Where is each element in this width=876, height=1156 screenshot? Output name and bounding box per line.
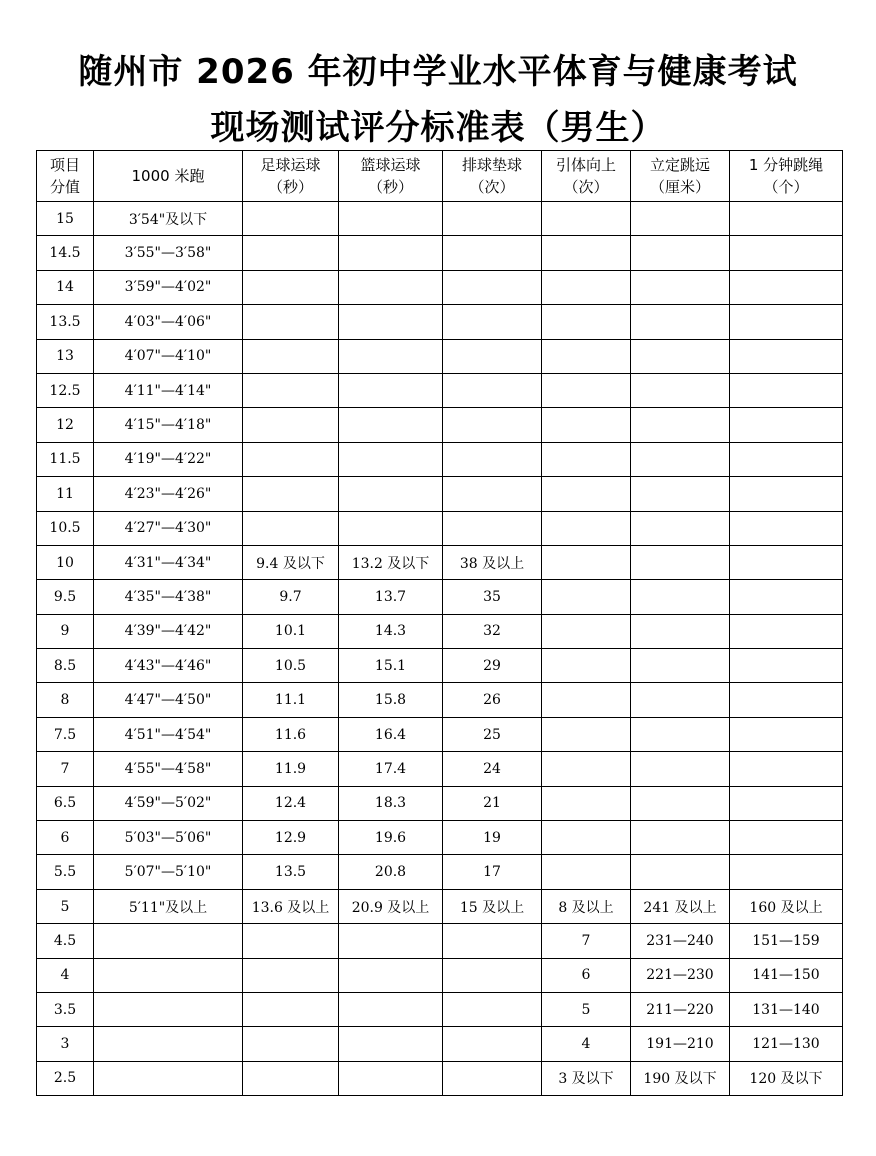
cell-score: 14 (37, 270, 94, 304)
cell-volleyball-pass (443, 442, 542, 476)
cell-pull-up: 8 及以上 (542, 889, 631, 923)
header-basketball-dribble (339, 151, 443, 202)
cell-volleyball-pass: 15 及以上 (443, 889, 542, 923)
cell-standing-long-jump: 241 及以上 (631, 889, 730, 923)
cell-volleyball-pass (443, 373, 542, 407)
cell-basketball-dribble: 20.8 (339, 855, 443, 889)
cell-pull-up (542, 821, 631, 855)
cell-pull-up (542, 339, 631, 373)
cell-score: 10 (37, 545, 94, 579)
header-label-line: 篮球运球 (360, 156, 421, 174)
cell-basketball-dribble (339, 408, 443, 442)
cell-standing-long-jump (631, 511, 730, 545)
cell-football-dribble: 10.1 (243, 614, 339, 648)
cell-football-dribble (243, 270, 339, 304)
cell-rope-skipping (730, 339, 843, 373)
cell-standing-long-jump (631, 477, 730, 511)
cell-basketball-dribble (339, 442, 443, 476)
cell-score: 3.5 (37, 992, 94, 1026)
header-label-line: 足球运球 (260, 156, 321, 174)
cell-football-dribble: 12.9 (243, 821, 339, 855)
cell-volleyball-pass (443, 236, 542, 270)
cell-standing-long-jump (631, 683, 730, 717)
cell-basketball-dribble (339, 1027, 443, 1061)
cell-1000m-run (94, 924, 243, 958)
table-row (37, 477, 843, 511)
table-row (37, 614, 843, 648)
cell-football-dribble: 13.6 及以上 (243, 889, 339, 923)
table-row (37, 236, 843, 270)
cell-pull-up (542, 786, 631, 820)
table-row (37, 373, 843, 407)
cell-pull-up (542, 649, 631, 683)
table-row (37, 717, 843, 751)
cell-standing-long-jump: 231—240 (631, 924, 730, 958)
table-row (37, 1027, 843, 1061)
table-body (37, 202, 843, 1096)
table-row (37, 1061, 843, 1095)
cell-rope-skipping (730, 270, 843, 304)
cell-football-dribble (243, 305, 339, 339)
cell-basketball-dribble: 18.3 (339, 786, 443, 820)
cell-pull-up: 4 (542, 1027, 631, 1061)
cell-rope-skipping (730, 683, 843, 717)
cell-score: 2.5 (37, 1061, 94, 1095)
cell-1000m-run: 4′19"—4′22" (94, 442, 243, 476)
page-subtitle: 现场测试评分标准表（男生） (210, 108, 666, 148)
cell-volleyball-pass (443, 958, 542, 992)
table-row (37, 202, 843, 236)
cell-1000m-run: 4′11"—4′14" (94, 373, 243, 407)
cell-basketball-dribble (339, 958, 443, 992)
cell-basketball-dribble: 15.1 (339, 649, 443, 683)
cell-rope-skipping (730, 442, 843, 476)
cell-standing-long-jump (631, 339, 730, 373)
cell-football-dribble (243, 442, 339, 476)
cell-standing-long-jump (631, 821, 730, 855)
cell-pull-up (542, 202, 631, 236)
header-label-line: （次） (469, 178, 515, 196)
header-rope-skipping (730, 151, 843, 202)
cell-pull-up (542, 580, 631, 614)
cell-score: 14.5 (37, 236, 94, 270)
page-title: 随州市 2026 年初中学业水平体育与健康考试 (78, 52, 798, 92)
cell-football-dribble (243, 1061, 339, 1095)
cell-volleyball-pass (443, 511, 542, 545)
cell-score: 6 (37, 821, 94, 855)
table-header-row (37, 151, 843, 202)
cell-basketball-dribble: 17.4 (339, 752, 443, 786)
cell-basketball-dribble (339, 270, 443, 304)
cell-pull-up: 6 (542, 958, 631, 992)
cell-rope-skipping (730, 614, 843, 648)
cell-score: 8 (37, 683, 94, 717)
cell-football-dribble: 13.5 (243, 855, 339, 889)
cell-volleyball-pass: 35 (443, 580, 542, 614)
cell-score: 5 (37, 889, 94, 923)
cell-basketball-dribble: 20.9 及以上 (339, 889, 443, 923)
cell-volleyball-pass: 29 (443, 649, 542, 683)
header-volleyball-pass (443, 151, 542, 202)
table-row (37, 580, 843, 614)
table-row (37, 855, 843, 889)
cell-1000m-run: 4′31"—4′34" (94, 545, 243, 579)
cell-rope-skipping (730, 752, 843, 786)
cell-pull-up (542, 511, 631, 545)
cell-football-dribble (243, 373, 339, 407)
cell-score: 3 (37, 1027, 94, 1061)
cell-rope-skipping (730, 408, 843, 442)
cell-standing-long-jump (631, 202, 730, 236)
cell-standing-long-jump: 191—210 (631, 1027, 730, 1061)
cell-pull-up (542, 236, 631, 270)
cell-1000m-run: 3′59"—4′02" (94, 270, 243, 304)
header-pull-up (542, 151, 631, 202)
cell-1000m-run: 4′07"—4′10" (94, 339, 243, 373)
cell-score: 11 (37, 477, 94, 511)
cell-pull-up (542, 683, 631, 717)
cell-basketball-dribble (339, 924, 443, 958)
cell-football-dribble (243, 1027, 339, 1061)
cell-volleyball-pass: 38 及以上 (443, 545, 542, 579)
table-row (37, 958, 843, 992)
cell-score: 6.5 (37, 786, 94, 820)
cell-basketball-dribble (339, 992, 443, 1026)
cell-football-dribble (243, 202, 339, 236)
cell-1000m-run: 4′59"—5′02" (94, 786, 243, 820)
cell-score: 9 (37, 614, 94, 648)
cell-pull-up (542, 442, 631, 476)
table-row (37, 683, 843, 717)
cell-rope-skipping (730, 717, 843, 751)
cell-pull-up (542, 477, 631, 511)
cell-football-dribble (243, 339, 339, 373)
table-row (37, 305, 843, 339)
cell-football-dribble (243, 511, 339, 545)
cell-rope-skipping (730, 236, 843, 270)
cell-1000m-run: 5′11"及以上 (94, 889, 243, 923)
cell-standing-long-jump (631, 545, 730, 579)
cell-volleyball-pass: 26 (443, 683, 542, 717)
cell-pull-up (542, 305, 631, 339)
cell-football-dribble: 11.6 (243, 717, 339, 751)
cell-volleyball-pass (443, 992, 542, 1026)
cell-volleyball-pass: 24 (443, 752, 542, 786)
cell-standing-long-jump (631, 717, 730, 751)
cell-volleyball-pass (443, 1027, 542, 1061)
cell-1000m-run (94, 958, 243, 992)
header-label-line: 引体向上 (555, 156, 616, 174)
cell-rope-skipping (730, 580, 843, 614)
cell-rope-skipping (730, 821, 843, 855)
cell-score: 9.5 (37, 580, 94, 614)
cell-rope-skipping (730, 786, 843, 820)
cell-rope-skipping (730, 855, 843, 889)
cell-standing-long-jump (631, 442, 730, 476)
scoring-standard-table (36, 150, 843, 1096)
cell-football-dribble (243, 408, 339, 442)
cell-football-dribble: 11.9 (243, 752, 339, 786)
cell-standing-long-jump: 190 及以下 (631, 1061, 730, 1095)
cell-rope-skipping (730, 305, 843, 339)
cell-standing-long-jump (631, 649, 730, 683)
header-1000m-run (94, 151, 243, 202)
cell-volleyball-pass (443, 477, 542, 511)
cell-rope-skipping: 120 及以下 (730, 1061, 843, 1095)
cell-score: 12.5 (37, 373, 94, 407)
cell-standing-long-jump (631, 305, 730, 339)
header-standing-long-jump (631, 151, 730, 202)
cell-basketball-dribble: 14.3 (339, 614, 443, 648)
cell-standing-long-jump (631, 373, 730, 407)
cell-rope-skipping (730, 373, 843, 407)
cell-standing-long-jump: 221—230 (631, 958, 730, 992)
cell-score: 5.5 (37, 855, 94, 889)
cell-standing-long-jump (631, 614, 730, 648)
cell-standing-long-jump (631, 752, 730, 786)
cell-pull-up: 7 (542, 924, 631, 958)
cell-standing-long-jump (631, 270, 730, 304)
header-football-dribble (243, 151, 339, 202)
cell-volleyball-pass: 17 (443, 855, 542, 889)
cell-basketball-dribble: 15.8 (339, 683, 443, 717)
cell-basketball-dribble (339, 339, 443, 373)
cell-football-dribble (243, 958, 339, 992)
cell-volleyball-pass (443, 202, 542, 236)
table-row (37, 649, 843, 683)
cell-1000m-run (94, 1061, 243, 1095)
cell-score: 12 (37, 408, 94, 442)
cell-football-dribble: 9.7 (243, 580, 339, 614)
cell-volleyball-pass (443, 924, 542, 958)
cell-pull-up (542, 270, 631, 304)
table-row (37, 511, 843, 545)
cell-1000m-run: 4′35"—4′38" (94, 580, 243, 614)
cell-volleyball-pass: 19 (443, 821, 542, 855)
cell-score: 13.5 (37, 305, 94, 339)
cell-1000m-run: 5′03"—5′06" (94, 821, 243, 855)
cell-1000m-run: 3′55"—3′58" (94, 236, 243, 270)
cell-volleyball-pass: 21 (443, 786, 542, 820)
cell-1000m-run: 4′27"—4′30" (94, 511, 243, 545)
cell-football-dribble: 12.4 (243, 786, 339, 820)
cell-volleyball-pass: 25 (443, 717, 542, 751)
cell-1000m-run: 4′51"—4′54" (94, 717, 243, 751)
cell-pull-up: 3 及以下 (542, 1061, 631, 1095)
header-score (37, 151, 94, 202)
cell-basketball-dribble (339, 305, 443, 339)
cell-football-dribble (243, 236, 339, 270)
table-row (37, 786, 843, 820)
cell-basketball-dribble (339, 373, 443, 407)
cell-pull-up: 5 (542, 992, 631, 1026)
cell-score: 11.5 (37, 442, 94, 476)
cell-score: 8.5 (37, 649, 94, 683)
cell-1000m-run: 4′47"—4′50" (94, 683, 243, 717)
cell-1000m-run: 5′07"—5′10" (94, 855, 243, 889)
cell-football-dribble: 10.5 (243, 649, 339, 683)
cell-rope-skipping (730, 649, 843, 683)
cell-1000m-run: 3′54"及以下 (94, 202, 243, 236)
table-row (37, 889, 843, 923)
cell-pull-up (542, 408, 631, 442)
cell-rope-skipping: 131—140 (730, 992, 843, 1026)
cell-1000m-run: 4′55"—4′58" (94, 752, 243, 786)
cell-pull-up (542, 752, 631, 786)
cell-basketball-dribble: 19.6 (339, 821, 443, 855)
cell-pull-up (542, 545, 631, 579)
cell-rope-skipping (730, 545, 843, 579)
cell-rope-skipping: 121—130 (730, 1027, 843, 1061)
header-label-line: 1 分钟跳绳 (748, 156, 824, 174)
cell-pull-up (542, 614, 631, 648)
cell-rope-skipping: 151—159 (730, 924, 843, 958)
cell-1000m-run: 4′39"—4′42" (94, 614, 243, 648)
cell-basketball-dribble (339, 477, 443, 511)
cell-rope-skipping (730, 511, 843, 545)
header-label-line: （秒） (267, 178, 313, 196)
cell-volleyball-pass (443, 408, 542, 442)
header-label-line: 项目 (49, 156, 80, 174)
header-label-line: 分值 (49, 178, 80, 196)
cell-1000m-run: 4′23"—4′26" (94, 477, 243, 511)
cell-basketball-dribble (339, 236, 443, 270)
cell-1000m-run: 4′43"—4′46" (94, 649, 243, 683)
header-label-line: （个） (763, 178, 809, 196)
cell-basketball-dribble (339, 202, 443, 236)
cell-basketball-dribble: 13.7 (339, 580, 443, 614)
cell-score: 4 (37, 958, 94, 992)
cell-1000m-run (94, 1027, 243, 1061)
table-row (37, 752, 843, 786)
cell-volleyball-pass (443, 270, 542, 304)
table-row (37, 821, 843, 855)
cell-rope-skipping (730, 477, 843, 511)
header-label-line: （厘米） (649, 178, 710, 196)
header-label-line: （秒） (367, 178, 413, 196)
cell-football-dribble: 9.4 及以下 (243, 545, 339, 579)
cell-football-dribble (243, 477, 339, 511)
table-row (37, 545, 843, 579)
cell-rope-skipping: 160 及以上 (730, 889, 843, 923)
cell-volleyball-pass (443, 339, 542, 373)
cell-score: 10.5 (37, 511, 94, 545)
header-label-line: 立定跳远 (649, 156, 710, 174)
cell-1000m-run: 4′03"—4′06" (94, 305, 243, 339)
cell-score: 7 (37, 752, 94, 786)
table-row (37, 992, 843, 1026)
header-label-line: （次） (563, 178, 609, 196)
table-row (37, 924, 843, 958)
cell-pull-up (542, 717, 631, 751)
cell-standing-long-jump (631, 236, 730, 270)
header-label-line: 排球垫球 (461, 156, 522, 174)
cell-football-dribble (243, 992, 339, 1026)
cell-score: 15 (37, 202, 94, 236)
cell-pull-up (542, 855, 631, 889)
table-row (37, 339, 843, 373)
cell-basketball-dribble: 16.4 (339, 717, 443, 751)
cell-basketball-dribble (339, 1061, 443, 1095)
cell-score: 13 (37, 339, 94, 373)
cell-volleyball-pass (443, 305, 542, 339)
cell-volleyball-pass (443, 1061, 542, 1095)
cell-basketball-dribble (339, 511, 443, 545)
cell-1000m-run (94, 992, 243, 1026)
cell-standing-long-jump (631, 855, 730, 889)
table-row (37, 442, 843, 476)
cell-1000m-run: 4′15"—4′18" (94, 408, 243, 442)
header-label-line: 1000 米跑 (131, 167, 205, 185)
cell-standing-long-jump (631, 408, 730, 442)
cell-rope-skipping (730, 202, 843, 236)
cell-standing-long-jump (631, 786, 730, 820)
cell-volleyball-pass: 32 (443, 614, 542, 648)
cell-basketball-dribble: 13.2 及以下 (339, 545, 443, 579)
cell-score: 4.5 (37, 924, 94, 958)
cell-pull-up (542, 373, 631, 407)
cell-score: 7.5 (37, 717, 94, 751)
cell-football-dribble: 11.1 (243, 683, 339, 717)
table-row (37, 270, 843, 304)
cell-football-dribble (243, 924, 339, 958)
cell-standing-long-jump: 211—220 (631, 992, 730, 1026)
cell-standing-long-jump (631, 580, 730, 614)
table-row (37, 408, 843, 442)
cell-rope-skipping: 141—150 (730, 958, 843, 992)
